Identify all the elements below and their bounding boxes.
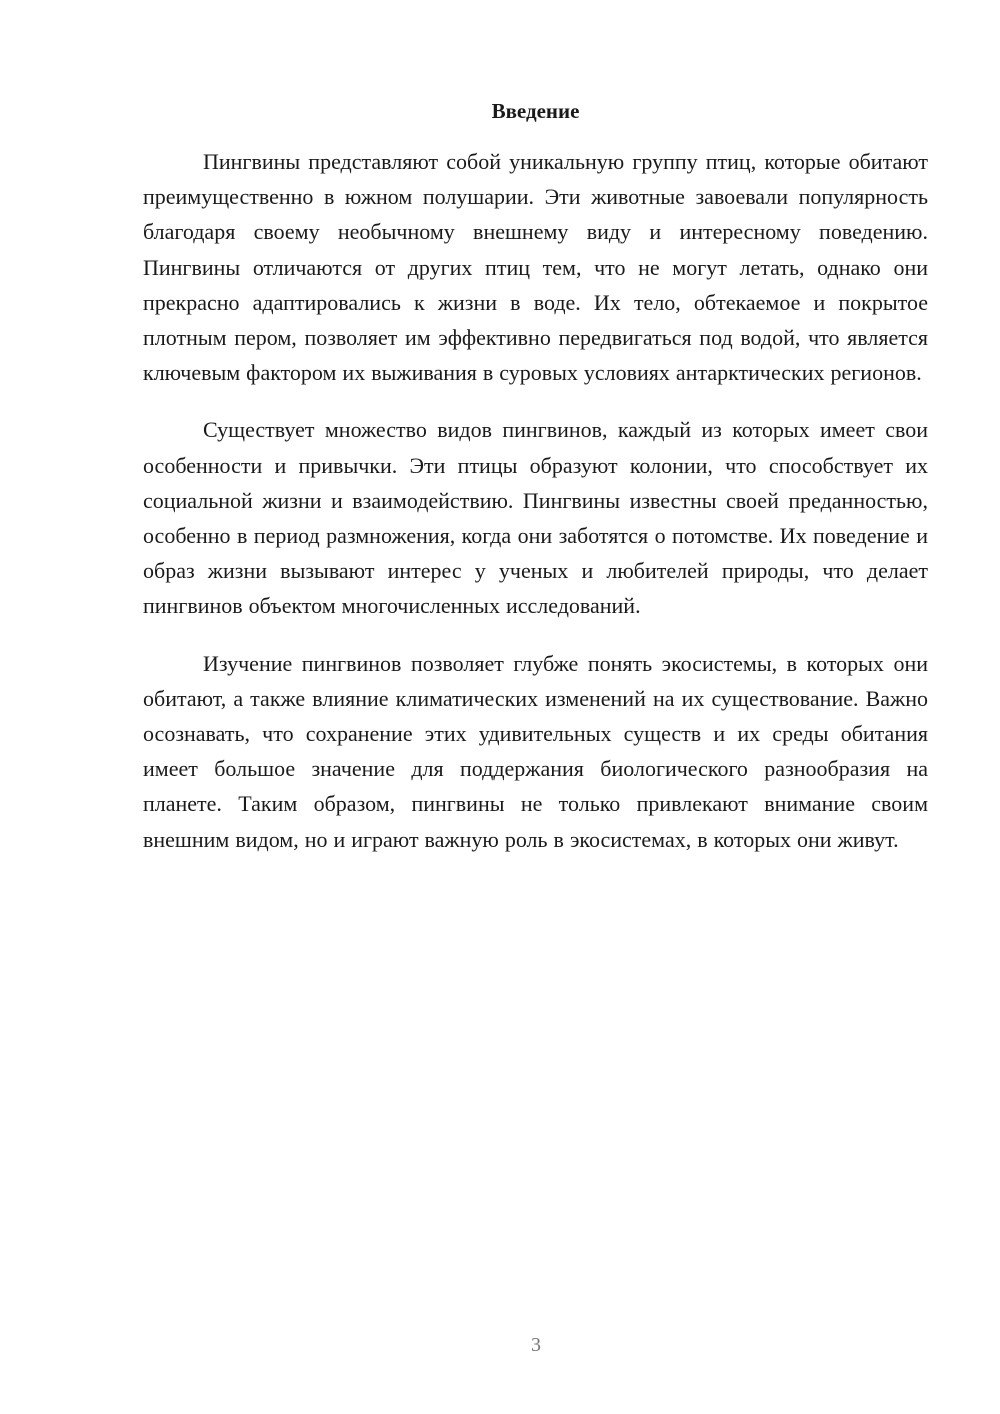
page-number: 3 bbox=[531, 1334, 541, 1356]
page-content bbox=[143, 95, 928, 879]
paragraph-1: Пингвины представляют собой уникальную группу птиц, которые обитают преимущественно в южном полушарии. Эти животные завоевали популярность благодаря своему необычному внешнему виду и интересному поведению. Пингвины отличаются от других птиц тем, что не могут летать, однако они прекрасно адаптировались к жизни в воде. Их тело, обтекаемое и покрытое плотным пером, позволяет им эффективно передвигаться под водой, что является ключевым фактором их выживания в суровых условиях антарктических регионов. bbox=[143, 149, 928, 386]
section-title: Введение bbox=[491, 99, 580, 123]
paragraph-2: Существует множество видов пингвинов, каждый из которых имеет свои особенности и привычки. Эти птицы образуют колонии, что способствует их социальной жизни и взаимодействию. Пингвины известны своей преданностью, особенно в период размножения, когда они заботятся о потомстве. Их поведение и образ жизни вызывают интерес у ученых и любителей природы, что делает пингвинов объектом многочисленных исследований. bbox=[143, 417, 928, 619]
paragraph-3: Изучение пингвинов позволяет глубже понять экосистемы, в которых они обитают, а также влияние климатических изменений на их существование. Важно осознавать, что сохранение этих удивительных существ и их среды обитания имеет большое значение для поддержания биологического разнообразия на планете. Таким образом, пингвины не только привлекают внимание своим внешним видом, но и играют важную роль в экосистемах, в которых они живут. bbox=[143, 650, 928, 852]
